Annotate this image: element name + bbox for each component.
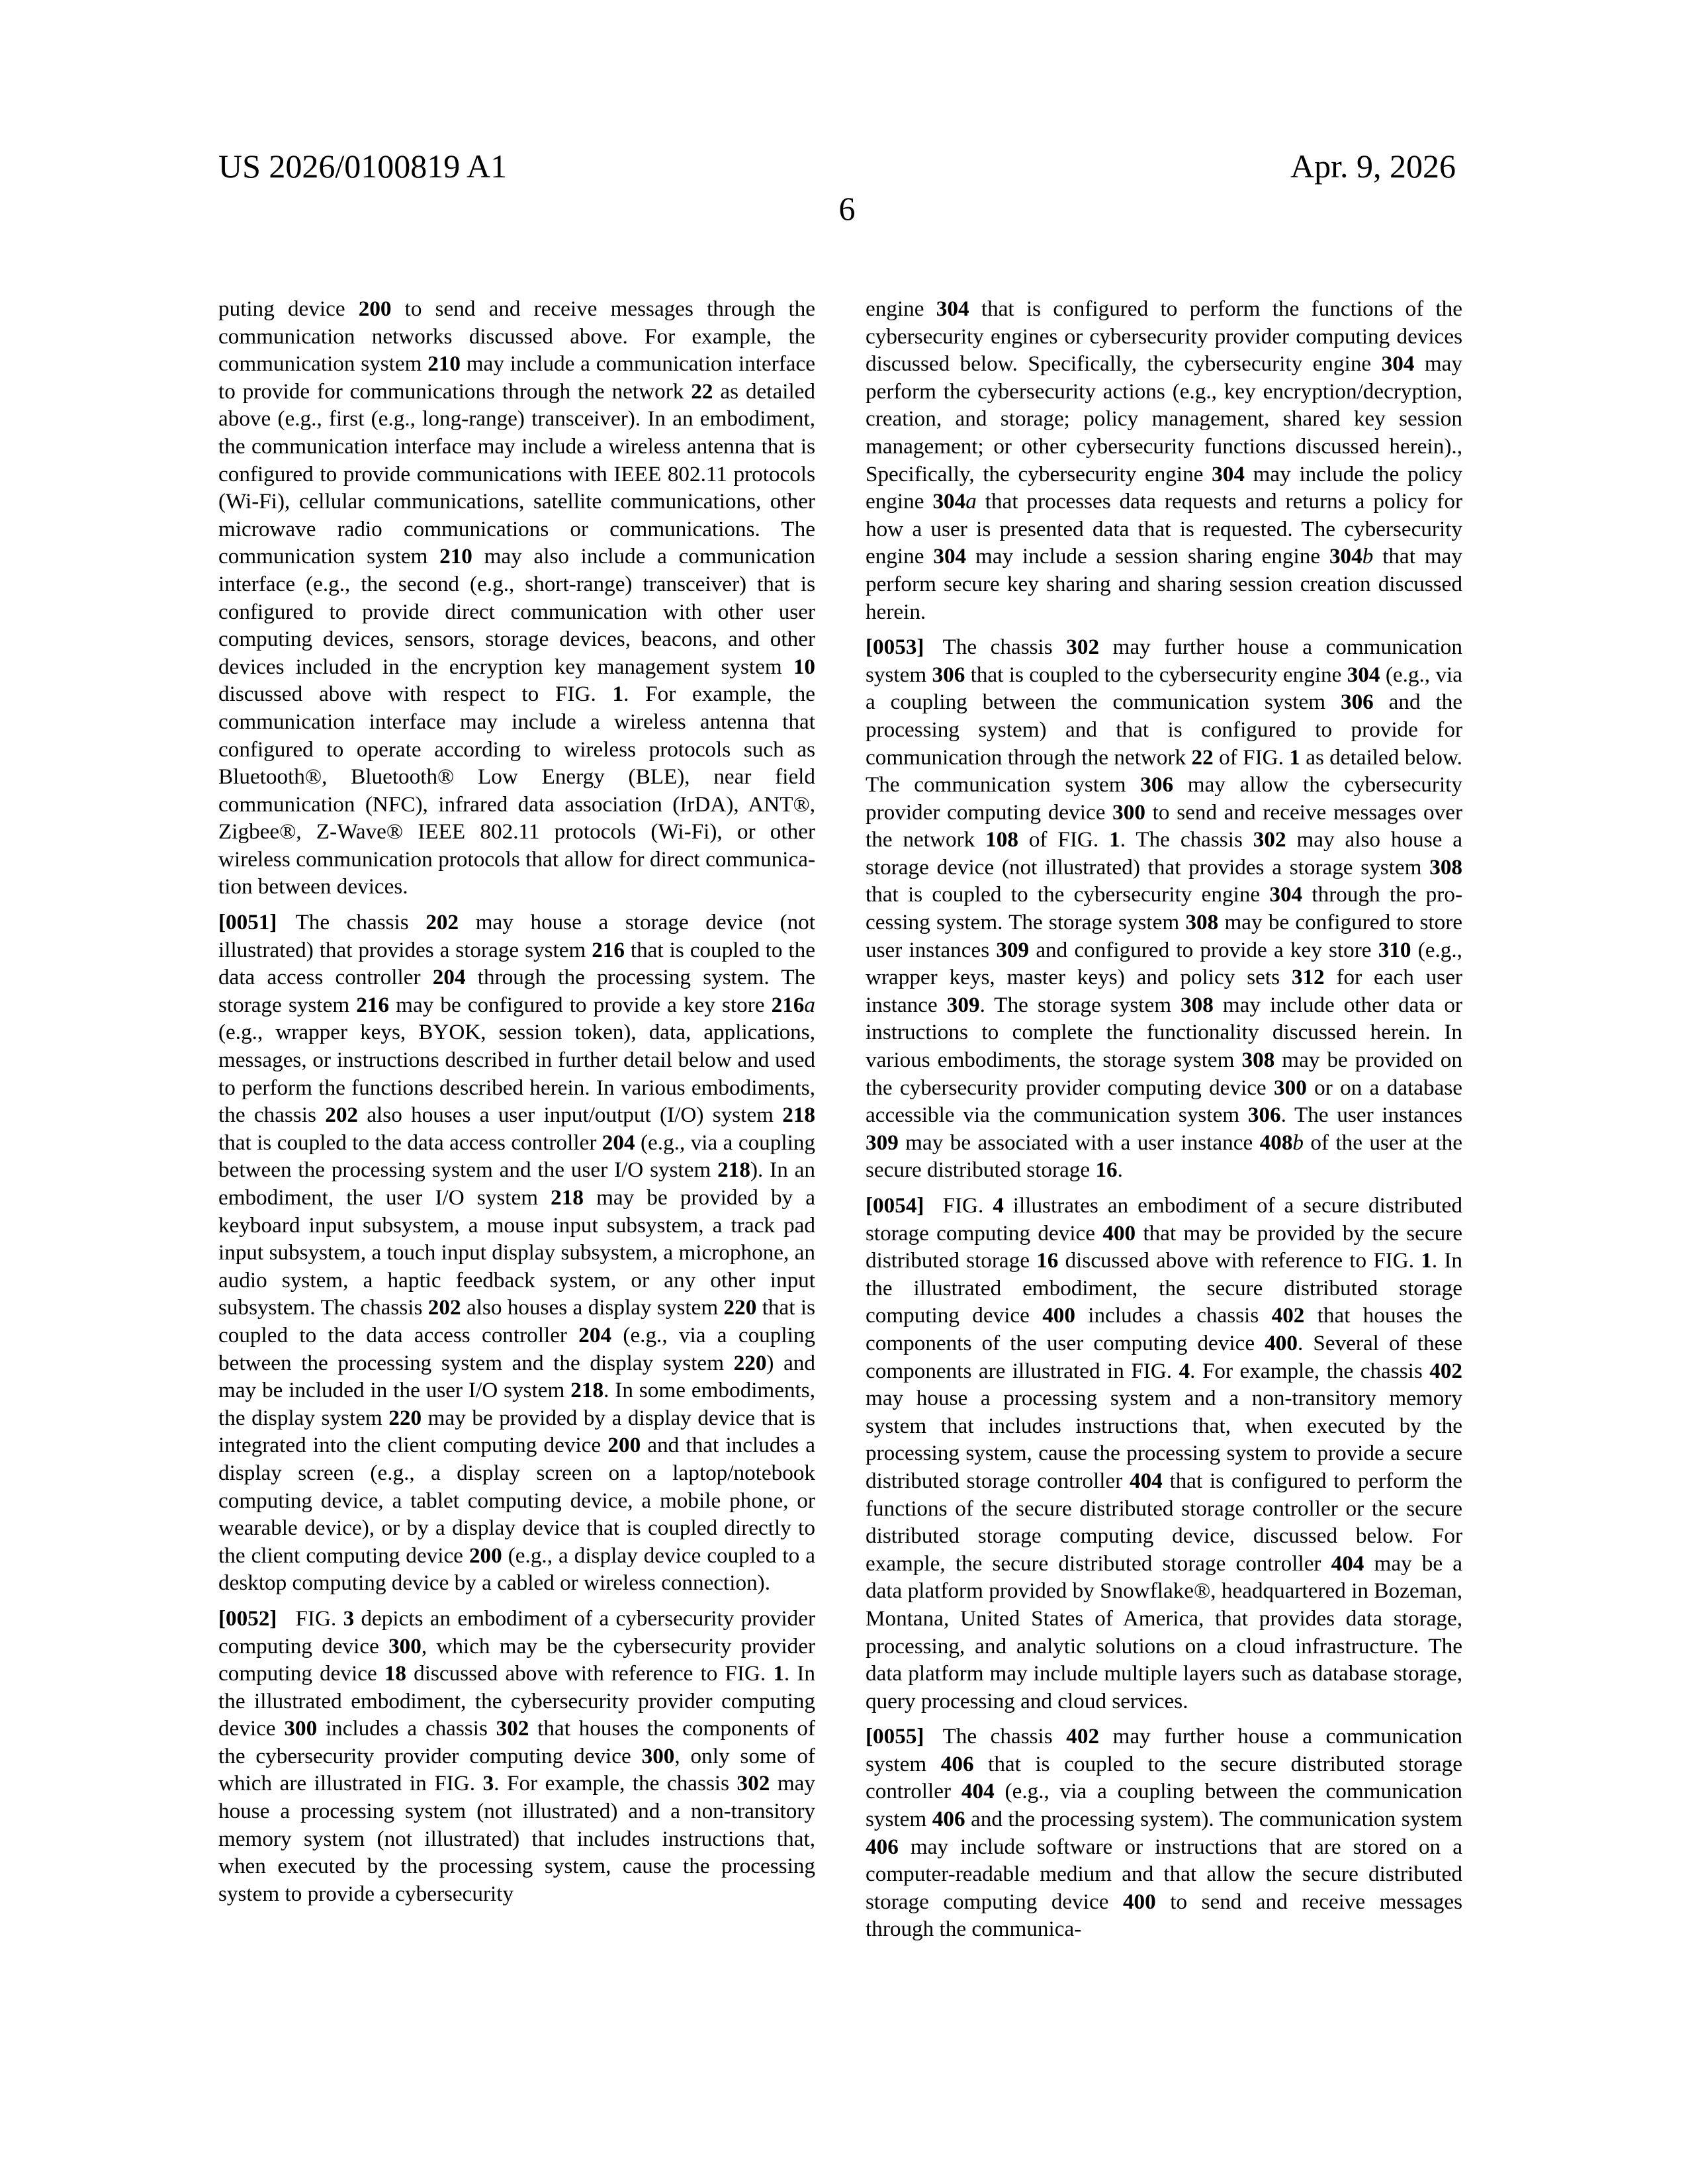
paragraph-text: engine 304 that is configured to perform the functions of the cybersecurity engines or cybersecurity provider computing devices discussed below. Specifically, the cybersecurity engine 304 may perform the cybersecurity actions (e.g., key encryption/decryption, creation, and storage; policy management, shared key session management; or other cybersecurity functions discussed herein)., Specifically, the cybersecurity engine 304 may include the policy engine 304a that processes data requests and returns a policy for how a user is presented data that is requested. The cybersecurity engine 304 may include a session sharing engine 304b that may perform secure key sharing and sharing session creation discussed herein. [866,296,1463,624]
paragraph [218,295,815,901]
right-column [866,295,1462,1951]
paragraph-number: [0053] [866,635,924,660]
paragraph-text: FIG. 3 depicts an embodiment of a cybersecurity provider computing device 300, which may be the cybersecurity provider computing device 18 discussed above with reference to FIG. 1. In the illustrated embodiment, the cybersecurity provider computing device 300 includes a chassis 302 that houses the components of the cybersecurity provider computing device 300, only some of which are illustrated in FIG. 3. For example, the chassis 302 may house a processing system (not illustrated) and a non-transitory memory system (not illustrated) that includes instructions that, when executed by the processing system, cause the processing system to provide a cybersecurity [218,1606,816,1906]
paragraph [866,1723,1462,1943]
paragraph-text: The chassis 202 may house a storage device (not illustrated) that provides a storage system 216 that is coupled to the data access controller 204 through the processing system. The storage system 216 may be configured to provide a key store 216a (e.g., wrapper keys, BYOK, session token), data, applications, messages, or instructions described in further detail below and used to perform the functions described herein. In various embodiments, the chassis 202 also houses a user input/output (I/O) system 218 that is coupled to the data access controller 204 (e.g., via a coupling between the processing system and the user I/O system 218). In an embodiment, the user I/O system 218 may be provided by a keyboard input subsystem, a mouse input subsystem, a track pad input subsystem, a touch input display subsystem, a microphone, an audio system, a haptic feedback system, or any other input subsystem. The chassis 202 also houses a display system 220 that is coupled to the data access controller 204 (e.g., via a coupling between the processing system and the display system 220) and may be included in the user I/O system 218. In some embodiments, the display system 220 may be provided by a display device that is integrated into the client computing device 200 and that includes a display screen (e.g., a display screen on a laptop/notebook computing device, a tablet computing device, a mobile phone, or wearable device), or by a display device that is coupled directly to the client computing device 200 (e.g., a display device coupled to a desktop computing device by a cabled or wireless connection). [218,910,816,1596]
left-column [218,295,815,1915]
paragraph [218,909,815,1597]
paragraph [866,295,1462,625]
paragraph-number: [0051] [218,910,277,935]
paragraph [866,1192,1462,1715]
paragraph-text: The chassis 402 may further house a communication system 406 that is coupled to the secure distributed storage controller 404 (e.g., via a coupling between the communication system 406 and the processing system). The communication system 406 may include software or instructions that are stored on a computer-readable medium and that allow the secure distributed storage computing device 400 to send and receive messages through the communica- [866,1724,1462,1942]
paragraph-number: [0055] [866,1724,924,1749]
paragraph [866,633,1462,1184]
publication-number: US 2026/0100819 A1 [218,148,508,185]
page-number: 6 [838,190,856,227]
paragraph-text: puting device 200 to send and receive messages through the communication networks discussed above. For example, the communication system 210 may include a communication interface to provide for communications through the network 22 as detailed above (e.g., first (e.g., long-range) transceiver). In an embodiment, the communication interface may include a wireless antenna that is configured to provide communications with IEEE 802.11 protocols (Wi-Fi), cellular communications, satellite communications, other microwave radio communications or communications. The communication system 210 may also include a communication interface (e.g., the second (e.g., short-range) transceiver) that is configured to provide direct communication with other user computing devices, sensors, storage devices, beacons, and other devices included in the encryption key management system 10 discussed above with respect to FIG. 1. For example, the communication interface may include a wireless antenna that configured to operate according to wireless protocols such as Bluetooth®, Bluetooth® Low Energy (BLE), near field communication (NFC), infrared data association (IrDA), ANT®, Zigbee®, Z-Wave® IEEE 802.11 protocols (Wi-Fi), or other wireless communication protocols that allow for direct communication between devices. [218,296,816,899]
paragraph-number: [0054] [866,1193,924,1218]
paragraph-number: [0052] [218,1606,277,1631]
paragraph-text: The chassis 302 may further house a communication system 306 that is coupled to the cybersecurity engine 304 (e.g., via a coupling between the communication system 306 and the processing system) and that is configured to provide for communication through the network 22 of FIG. 1 as detailed below. The communication system 306 may allow the cybersecurity provider computing device 300 to send and receive messages over the network 108 of FIG. 1. The chassis 302 may also house a storage device (not illustrated) that provides a storage system 308 that is coupled to the cybersecurity engine 304 through the processing system. The storage system 308 may be configured to store user instances 309 and configured to provide a key store 310 (e.g., wrapper keys, master keys) and policy sets 312 for each user instance 309. The storage system 308 may include other data or instructions to complete the functionality discussed herein. In various embodiments, the storage system 308 may be provided on the cybersecurity provider computing device 300 or on a database accessible via the communication system 306. The user instances 309 may be associated with a user instance 408b of the user at the secure distributed storage 16. [866,635,1463,1183]
paragraph [218,1605,815,1908]
publication-date: Apr. 9, 2026 [1290,148,1456,185]
paragraph-text: FIG. 4 illustrates an embodiment of a secure distributed storage computing device 400 that may be provided by the secure distributed storage 16 discussed above with reference to FIG. 1. In the illustrated embodiment, the secure distributed storage computing device 400 includes a chassis 402 that houses the components of the user computing device 400. Several of these components are illustrated in FIG. 4. For example, the chassis 402 may house a processing system and a non-transitory memory system that includes instructions that, when executed by the processing system, cause the processing system to provide a secure distributed storage controller 404 that is configured to perform the functions of the secure distributed storage controller or the secure distributed storage computing device, discussed below. For example, the secure distributed storage controller 404 may be a data platform provided by Snowflake®, headquartered in Bozeman, Montana, United States of America, that provides data storage, processing, and analytic solutions on a cloud infrastructure. The data platform may include multiple layers such as database storage, query processing and cloud services. [866,1193,1463,1713]
